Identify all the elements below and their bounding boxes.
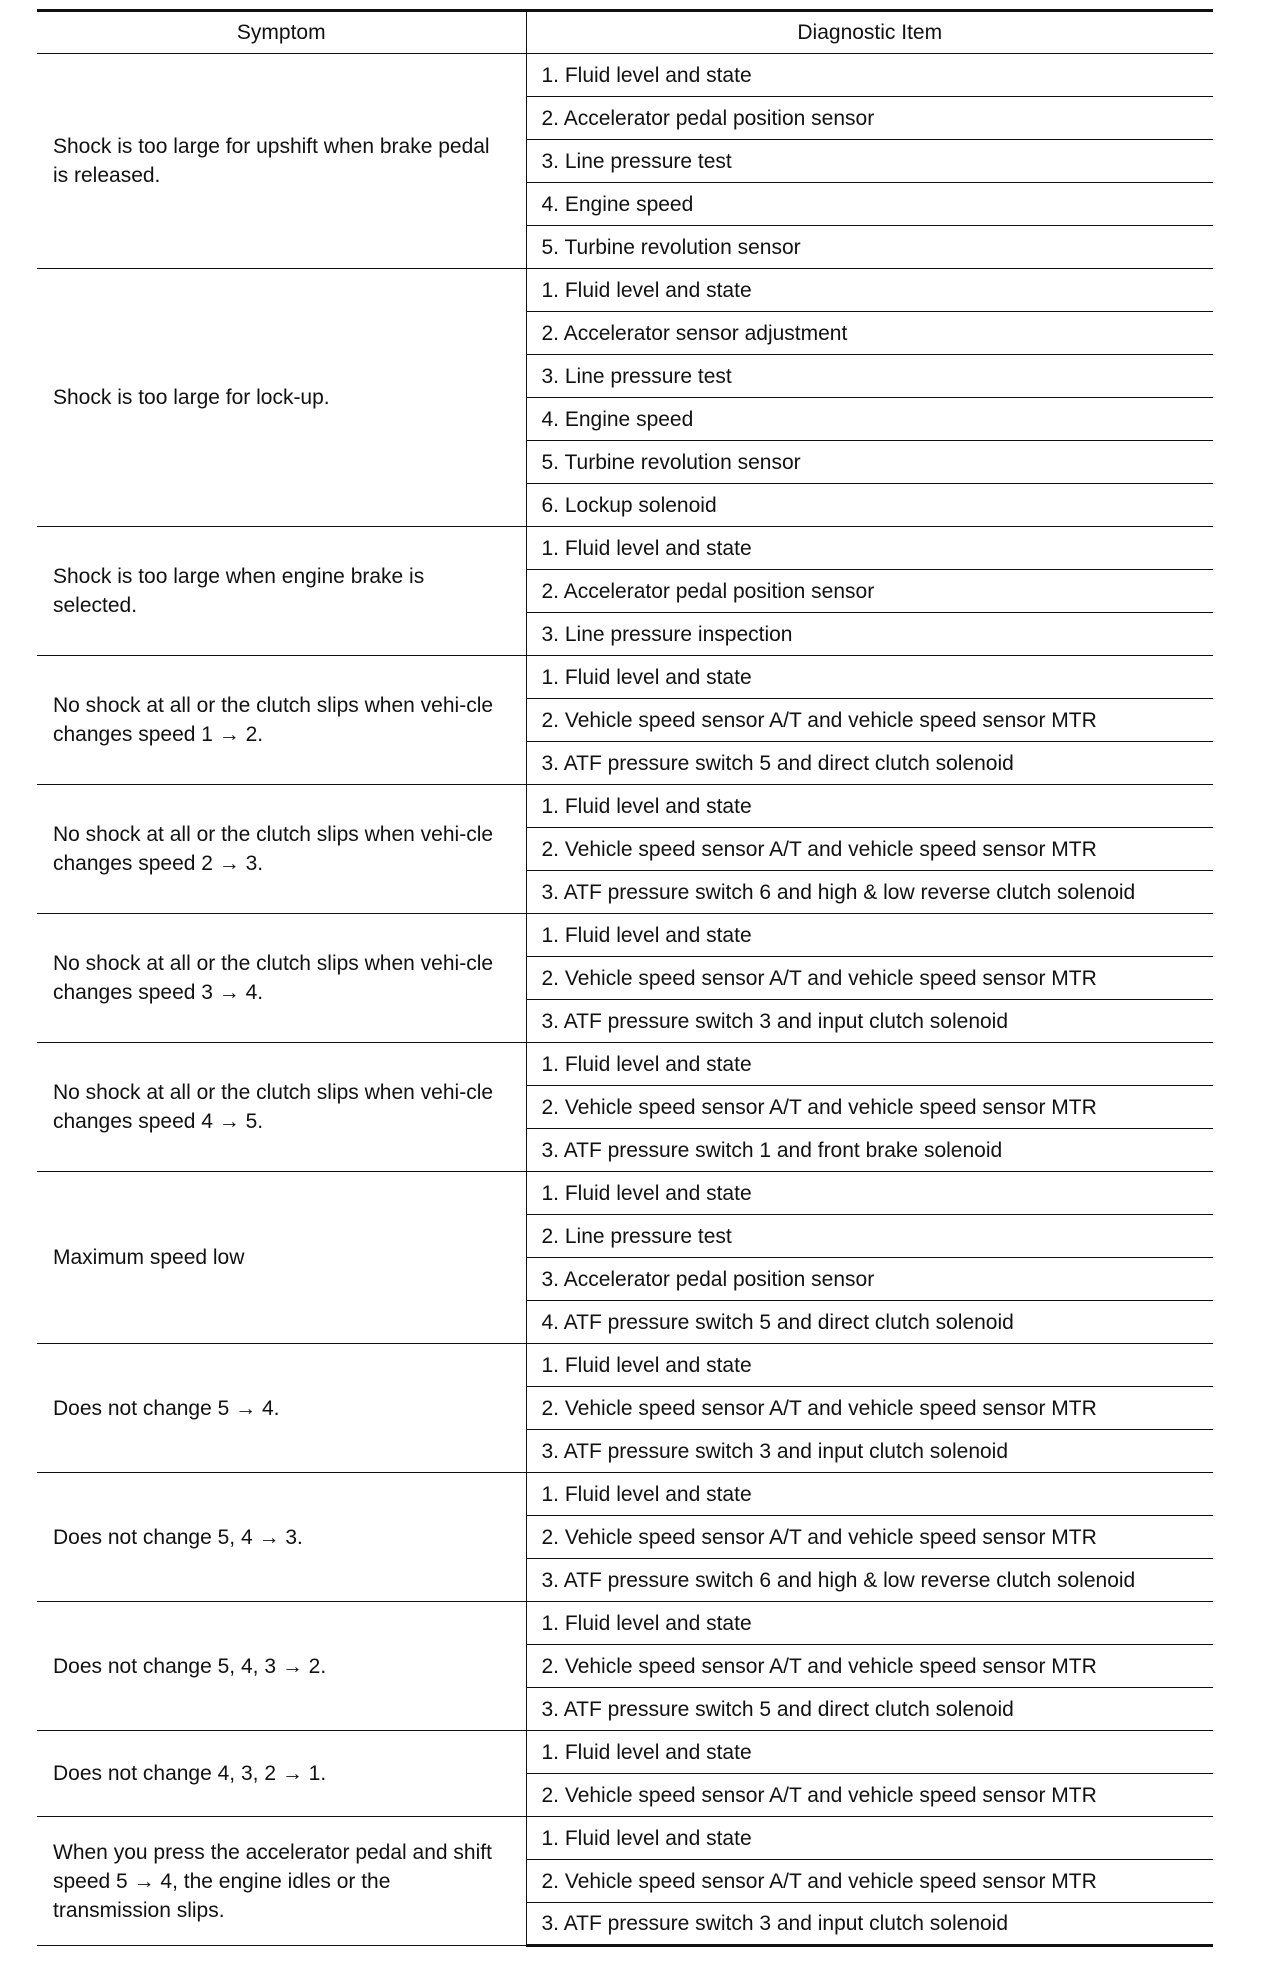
header-row (37, 11, 1213, 54)
diagnostic-item-cell: 3. Line pressure test (526, 140, 1213, 183)
diagnostic-item-cell: 2. Vehicle speed sensor A/T and vehicle speed sensor MTR (526, 957, 1213, 1000)
diagnostic-item-cell: 1. Fluid level and state (526, 527, 1213, 570)
diagnostic-item-cell: 6. Lockup solenoid (526, 484, 1213, 527)
diagnostic-item-cell: 2. Vehicle speed sensor A/T and vehicle speed sensor MTR (526, 1860, 1213, 1903)
table-row (37, 656, 1213, 699)
symptom-cell: No shock at all or the clutch slips when vehi-cle changes speed 3 → 4. (37, 914, 526, 1043)
table-row (37, 785, 1213, 828)
diagnostic-item-cell: 3. ATF pressure switch 3 and input clutch solenoid (526, 1430, 1213, 1473)
table-row (37, 1602, 1213, 1645)
diagnostic-item-cell: 2. Accelerator sensor adjustment (526, 312, 1213, 355)
table-body (37, 54, 1213, 1946)
diagnostic-item-cell: 1. Fluid level and state (526, 785, 1213, 828)
diagnostic-item-column-header: Diagnostic Item (526, 11, 1213, 54)
symptom-cell: No shock at all or the clutch slips when vehi-cle changes speed 4 → 5. (37, 1043, 526, 1172)
table-row (37, 269, 1213, 312)
diagnostic-item-cell: 3. ATF pressure switch 3 and input clutch solenoid (526, 1903, 1213, 1946)
diagnostic-item-cell: 2. Accelerator pedal position sensor (526, 570, 1213, 613)
diagnostic-item-cell: 1. Fluid level and state (526, 1043, 1213, 1086)
diagnostic-item-cell: 1. Fluid level and state (526, 656, 1213, 699)
diagnostic-item-cell: 2. Vehicle speed sensor A/T and vehicle speed sensor MTR (526, 1516, 1213, 1559)
symptom-cell: When you press the accelerator pedal and shift speed 5 → 4, the engine idles or the transmission slips. (37, 1817, 526, 1946)
table-row (37, 1473, 1213, 1516)
symptom-cell: Does not change 5, 4 → 3. (37, 1473, 526, 1602)
diagnostic-item-cell: 3. Accelerator pedal position sensor (526, 1258, 1213, 1301)
symptom-cell: Shock is too large when engine brake is selected. (37, 527, 526, 656)
diagnostic-item-cell: 2. Line pressure test (526, 1215, 1213, 1258)
table-row (37, 1172, 1213, 1215)
symptom-cell: Maximum speed low (37, 1172, 526, 1344)
symptom-cell: Does not change 5 → 4. (37, 1344, 526, 1473)
diagnostic-item-cell: 4. Engine speed (526, 398, 1213, 441)
table-row (37, 1731, 1213, 1774)
diagnostic-item-cell: 5. Turbine revolution sensor (526, 441, 1213, 484)
symptom-column-header: Symptom (37, 11, 526, 54)
symptom-cell: Does not change 5, 4, 3 → 2. (37, 1602, 526, 1731)
diagnostic-item-cell: 2. Vehicle speed sensor A/T and vehicle speed sensor MTR (526, 1645, 1213, 1688)
diagnostic-item-cell: 1. Fluid level and state (526, 1473, 1213, 1516)
symptom-diagnostic-table (37, 9, 1213, 1947)
table-row (37, 1344, 1213, 1387)
table-header (37, 11, 1213, 54)
diagnostic-item-cell: 3. ATF pressure switch 6 and high & low reverse clutch solenoid (526, 871, 1213, 914)
table-row (37, 54, 1213, 97)
diagnostic-item-cell: 2. Vehicle speed sensor A/T and vehicle speed sensor MTR (526, 699, 1213, 742)
diagnostic-item-cell: 2. Accelerator pedal position sensor (526, 97, 1213, 140)
diagnostic-item-cell: 1. Fluid level and state (526, 269, 1213, 312)
diagnostic-item-cell: 3. ATF pressure switch 1 and front brake solenoid (526, 1129, 1213, 1172)
symptom-cell: Shock is too large for lock-up. (37, 269, 526, 527)
diagnostic-item-cell: 3. ATF pressure switch 5 and direct clutch solenoid (526, 1688, 1213, 1731)
diagnostic-item-cell: 2. Vehicle speed sensor A/T and vehicle speed sensor MTR (526, 1086, 1213, 1129)
diagnostic-item-cell: 1. Fluid level and state (526, 1817, 1213, 1860)
diagnostic-item-cell: 1. Fluid level and state (526, 54, 1213, 97)
diagnostic-item-cell: 3. Line pressure test (526, 355, 1213, 398)
diagnostic-item-cell: 1. Fluid level and state (526, 1602, 1213, 1645)
diagnostic-item-cell: 1. Fluid level and state (526, 914, 1213, 957)
diagnostic-item-cell: 1. Fluid level and state (526, 1344, 1213, 1387)
diagnostic-item-cell: 3. Line pressure inspection (526, 613, 1213, 656)
symptom-cell: No shock at all or the clutch slips when vehi-cle changes speed 2 → 3. (37, 785, 526, 914)
symptom-cell: Does not change 4, 3, 2 → 1. (37, 1731, 526, 1817)
diagnostic-item-cell: 1. Fluid level and state (526, 1731, 1213, 1774)
diagnostic-item-cell: 3. ATF pressure switch 3 and input clutch solenoid (526, 1000, 1213, 1043)
diagnostic-item-cell: 1. Fluid level and state (526, 1172, 1213, 1215)
diagnostic-item-cell: 2. Vehicle speed sensor A/T and vehicle speed sensor MTR (526, 1774, 1213, 1817)
diagnosis-table-page (37, 9, 1213, 1947)
diagnostic-item-cell: 5. Turbine revolution sensor (526, 226, 1213, 269)
table-row (37, 1817, 1213, 1860)
diagnostic-item-cell: 3. ATF pressure switch 5 and direct clutch solenoid (526, 742, 1213, 785)
table-row (37, 1043, 1213, 1086)
symptom-cell: No shock at all or the clutch slips when vehi-cle changes speed 1 → 2. (37, 656, 526, 785)
diagnostic-item-cell: 4. ATF pressure switch 5 and direct clutch solenoid (526, 1301, 1213, 1344)
table-row (37, 527, 1213, 570)
diagnostic-item-cell: 2. Vehicle speed sensor A/T and vehicle speed sensor MTR (526, 828, 1213, 871)
diagnostic-item-cell: 4. Engine speed (526, 183, 1213, 226)
symptom-cell: Shock is too large for upshift when brake pedal is released. (37, 54, 526, 269)
table-row (37, 914, 1213, 957)
diagnostic-item-cell: 2. Vehicle speed sensor A/T and vehicle speed sensor MTR (526, 1387, 1213, 1430)
diagnostic-item-cell: 3. ATF pressure switch 6 and high & low reverse clutch solenoid (526, 1559, 1213, 1602)
